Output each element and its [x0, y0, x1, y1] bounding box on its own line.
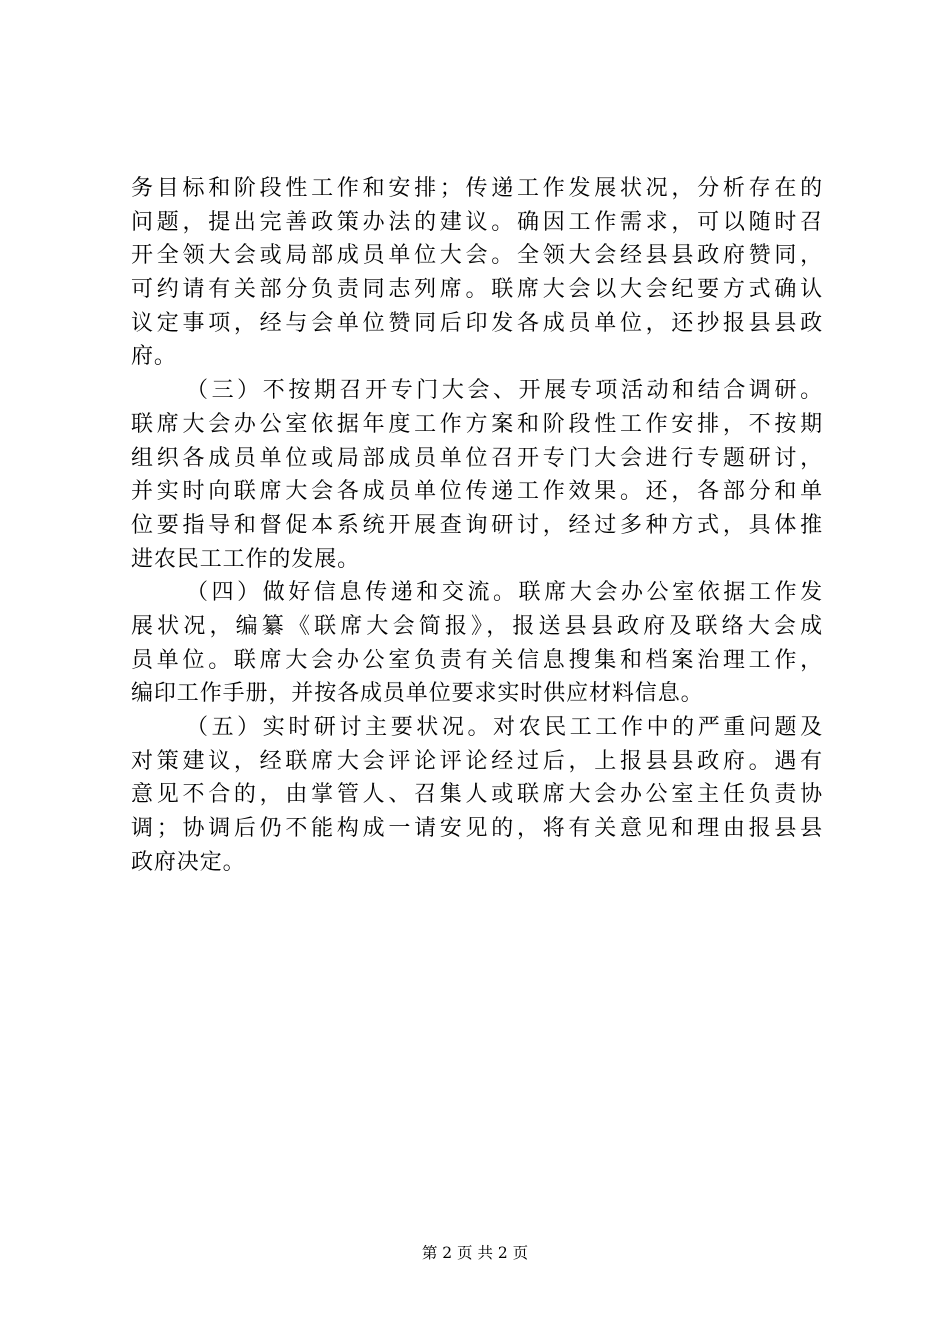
text-line: 展状况，编纂《联席大会简报》，报送县县政府及联络大会成	[131, 613, 823, 639]
section-heading-line: （五）实时研讨主要状况。对农民工工作中的严重问题及	[186, 715, 823, 740]
section-heading-line: （四）做好信息传递和交流。联席大会办公室依据工作发	[186, 580, 823, 606]
text-line: 政府决定。	[131, 849, 246, 875]
text-line: 问题，提出完善政策办法的建议。确因工作需求，可以随时召	[131, 209, 823, 235]
text-line: 对策建议，经联席大会评论评论经过后，上报县县政府。遇有	[131, 748, 823, 774]
text-line: 务目标和阶段性工作和安排；传递工作发展状况，分析存在的	[131, 176, 823, 201]
text-line: 编印工作手册，并按各成员单位要求实时供应材料信息。	[131, 681, 704, 707]
text-line: 员单位。联席大会办公室负责有关信息搜集和档案治理工作，	[131, 647, 823, 673]
section-heading-line: （三）不按期召开专门大会、开展专项活动和结合调研。	[186, 378, 823, 404]
text-line: 位要指导和督促本系统开展查询研讨，经过多种方式，具体推	[131, 512, 823, 538]
text-line: 调；协调后仍不能构成一请安见的，将有关意见和理由报县县	[131, 816, 823, 842]
page-number-footer: 第 2 页 共 2 页	[421, 1244, 529, 1262]
text-line: 进农民工工作的发展。	[131, 546, 361, 572]
text-line: 组织各成员单位或局部成员单位召开专门大会进行专题研讨，	[131, 445, 823, 471]
text-line: 开全领大会或局部成员单位大会。全领大会经县县政府赞同，	[131, 243, 823, 269]
text-line: 联席大会办公室依据年度工作方案和阶段性工作安排，不按期	[131, 411, 823, 437]
text-line: 议定事项，经与会单位赞同后印发各成员单位，还抄报县县政	[131, 310, 823, 336]
text-line: 并实时向联席大会各成员单位传递工作效果。还，各部分和单	[131, 479, 823, 505]
body-text	[131, 172, 823, 879]
text-line: 可约请有关部分负责同志列席。联席大会以大会纪要方式确认	[131, 277, 823, 303]
text-line: 意见不合的，由掌管人、召集人或联席大会办公室主任负责协	[131, 782, 823, 808]
text-line: 府。	[131, 344, 177, 370]
